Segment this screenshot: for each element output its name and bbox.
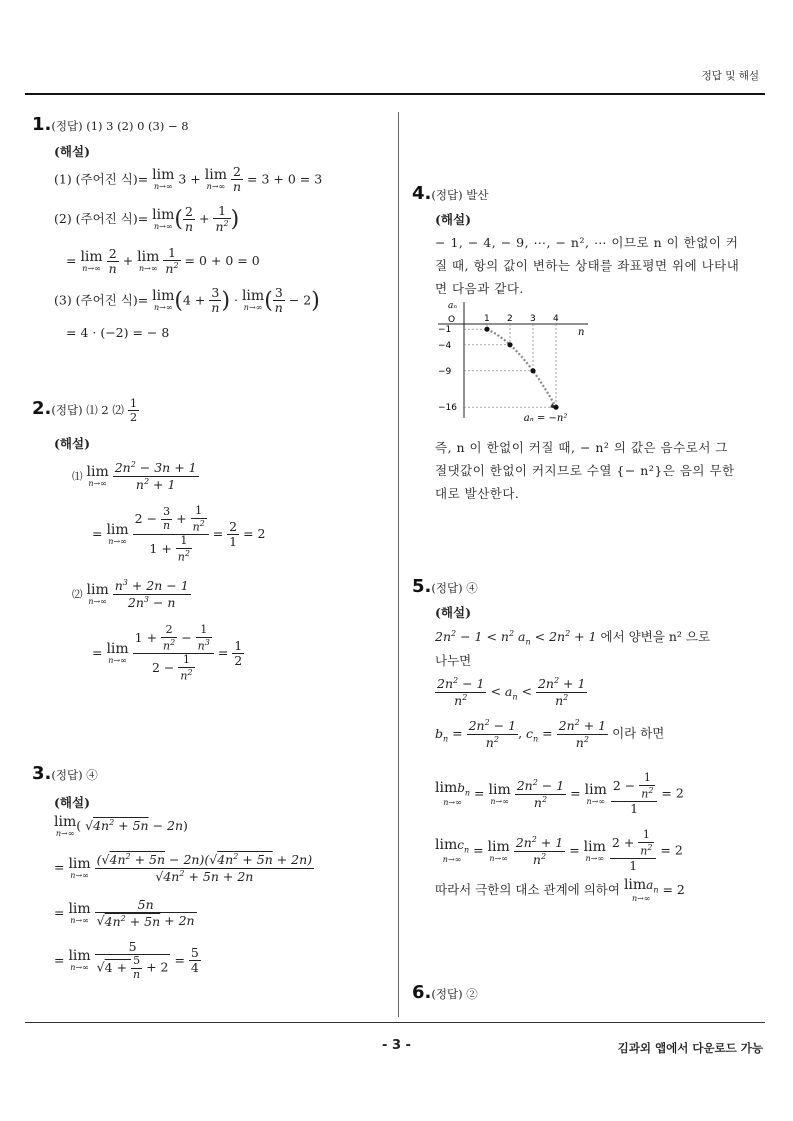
question-number: 2. [32, 398, 52, 420]
x-tick-label: 1 [484, 314, 490, 324]
question-number: 3. [32, 763, 52, 784]
q3-step1: lim n→∞ ( $√4n^2 + 5n - 2n$) [54, 814, 188, 838]
y-tick-label: −1 [438, 325, 452, 336]
q4-text-2: 즉, n 이 한없이 커질 때, − n² 의 값은 음수로서 그 절댓값이 한없이 커지므로 수열 {− n²}은 음의 무한대로 발산한다. [435, 440, 735, 501]
q3-step3: = lim n→∞ $\frac{5n}{√4n^2 + 5n + 2n}$ [54, 897, 195, 929]
q5-line6: limc$_n$ n→∞ = lim n→∞ $\frac{2n^2 + 1}{n^2}$ = lim n→∞ 2 + $\frac{1}{n^2}$ 1 = 2 [435, 828, 683, 873]
solution-label: (해설) [54, 795, 90, 810]
column-divider [398, 112, 399, 1017]
question-4 [412, 183, 488, 204]
q3-step2: = lim n→∞ $\frac{(√4n^2 + 5n - 2n)(√4n^2 + 5n + 2n)}{√4n^2 + 5n + 2n}$ [54, 852, 313, 884]
x-tick-label: 2 [507, 314, 513, 324]
q1-step2b: = lim n→∞ $\frac{2}{n}$ + lim n→∞ $\frac{1}{n^2}$ = 0 + 0 = 0 [66, 245, 260, 277]
solution-label: (해설) [435, 605, 471, 620]
data-point [553, 405, 558, 410]
answer: (정답) ④ [51, 768, 98, 782]
data-point [484, 327, 489, 332]
step-label: ⑵ [72, 588, 83, 601]
question-number: 5. [412, 576, 432, 597]
data-point [530, 368, 535, 373]
solution-label: (해설) [54, 436, 90, 451]
step-label: (1) (주어진 식)= [54, 171, 149, 187]
answer: (정답) 발산 [431, 188, 489, 202]
q1-step1: (1) (주어진 식)= lim n→∞ 3 + lim n→∞ $\frac{2}{n}$ = 3 + 0 = 3 [54, 164, 323, 195]
header-rule [25, 93, 765, 95]
answer: (정답) ④ [431, 581, 478, 595]
q5-line1: $2n^2 - 1 < n^2$ $a_n < 2n^2 + 1$ 에서 양변을 n² 으로 [435, 628, 711, 647]
page-number: - 3 - [382, 1038, 411, 1053]
x-tick-label: 3 [530, 314, 536, 324]
step-label: (3) (주어진 식)= [54, 292, 149, 308]
q2-step2b: = lim n→∞ 1 + $\frac{2}{n^2}$ − $\frac{1}{n^3}$ 2 − $\frac{1}{n^2}$ = $\frac{1}{2}$ [92, 623, 243, 683]
question-3 [32, 763, 98, 784]
solution-label: (해설) [54, 144, 90, 159]
q5-line2: 나누면 [435, 653, 472, 668]
q5-text: 에서 양변을 n² 으로 [600, 629, 711, 644]
q4-text-1: − 1, − 4, − 9, ⋯, − n², ⋯ 이므로 n 이 한없이 커질 때, 항의 값이 변하는 상태를 좌표평면 위에 나타내면 다음과 같다. [435, 235, 740, 296]
y-tick-label: −9 [438, 366, 452, 377]
q5-text: 이라 하면 [612, 725, 665, 741]
q2-step1: ⑴ lim n→∞ $\frac{2n^2 - 3n + 1}{n^2 + 1}$ [72, 460, 197, 492]
q1-step3b: = 4 · (−2) = − 8 [66, 325, 170, 340]
answer: (정답) ⑴ 2 ⑵ [51, 403, 124, 418]
step-label: ⑴ [72, 470, 83, 483]
step-result: = 0 + 0 = 0 [184, 252, 260, 268]
y-axis-label: aₙ [448, 301, 458, 311]
answer: (정답) (1) 3 (2) 0 (3) − 8 [51, 119, 189, 133]
step-label: (2) (주어진 식)= [54, 210, 149, 226]
q1-step3: (3) (주어진 식)= lim n→∞ (4 + $\frac{3}{n}$ ) · lim n→∞ ( $\frac{3}{n}$ − 2) [54, 285, 320, 316]
footer-rule [25, 1022, 765, 1023]
q2-step1b: = lim n→∞ 2 − $\frac{3}{n}$ + $\frac{1}{n^2}$ 1 + $\frac{1}{n^2}$ = $\frac{2}{1}$ = 2 [92, 504, 266, 564]
origin-label: O [448, 315, 456, 325]
question-2: 2.(정답) ⑴ 2 ⑵ $\frac{1}{2}$ [32, 396, 138, 425]
question-number: 4. [412, 183, 432, 204]
step-result: = 2 [243, 525, 266, 541]
q2-step2: ⑵ lim n→∞ $\frac{n^3 + 2n - 1}{2n^3 - n}$ [72, 578, 189, 610]
q5-text: 따라서 극한의 대소 관계에 의하여 [435, 882, 620, 898]
q5-line3: $\frac{2n^2 - 1}{n^2}$ < $a_n$ < $\frac{2n^2 + 1}{n^2}$ [437, 676, 586, 708]
header-section: 정답 및 해설 [701, 70, 759, 82]
q5-line5: limb$_n$ n→∞ = lim n→∞ $\frac{2n^2 - 1}{n^2}$ = lim n→∞ 2 − $\frac{1}{n^2}$ 1 = 2 [435, 771, 684, 816]
y-tick-label: −4 [438, 340, 452, 351]
question-6 [412, 982, 478, 1003]
step-result: = 3 + 0 = 3 [247, 171, 323, 187]
q1-step2: (2) (주어진 식)= lim n→∞ ( $\frac{2}{n}$ + $\frac{1}{n^2}$ ) [54, 203, 240, 235]
question-5 [412, 576, 478, 597]
data-point [507, 342, 512, 347]
question-number: 6. [412, 982, 432, 1003]
x-axis-label: n [578, 327, 585, 338]
x-tick-label: 4 [553, 314, 559, 324]
q5-line7: 따라서 극한의 대소 관계에 의하여 lima$_n$ n→∞ = 2 [435, 877, 685, 904]
solution-label: (해설) [435, 212, 471, 227]
y-tick-label: −16 [438, 403, 457, 414]
q3-step4: = lim n→∞ 5 √4 + $\frac{5}{n}$ + 2 = $\frac{5}{4}$ [54, 939, 199, 982]
question-number: 1. [32, 114, 52, 135]
sequence-graph [420, 296, 600, 424]
question-1 [32, 114, 189, 135]
curve-annotation: aₙ = −n² [523, 413, 568, 424]
q5-line4: $b_n$ = $\frac{2n^2 - 1}{n^2}$ , $c_n$ = $\frac{2n^2 + 1}{n^2}$ 이라 하면 [435, 718, 665, 750]
answer: (정답) ② [431, 987, 478, 1001]
trend-curve [487, 329, 557, 409]
footer-note: 김과외 앱에서 다운로드 가능 [617, 1041, 763, 1055]
